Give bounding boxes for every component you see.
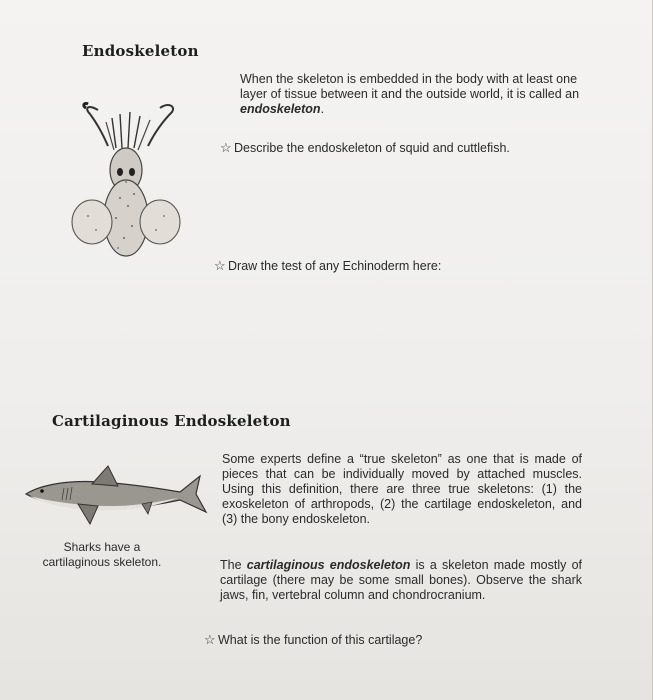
prompt-squid	[220, 140, 620, 156]
shark-caption	[22, 540, 182, 570]
shark-illustration	[22, 462, 212, 530]
star-outline-icon: ☆	[220, 140, 232, 155]
caption-line-1: Sharks have a	[63, 540, 141, 554]
endoskeleton-intro	[240, 72, 585, 117]
endoskeleton-heading: Endoskeleton	[82, 42, 199, 60]
intro-text: When the skeleton is embedded in the body with at least one layer of tissue between it and the outside world, it is called an	[240, 72, 580, 101]
para2-start: The	[220, 558, 247, 572]
intro-term: endoskeleton	[240, 102, 321, 116]
para2-rest: is a skeleton made mostly of cartilage (there may be some small bones). Observe the shark jaws, fin, vertebral column and chondrocranium.	[220, 558, 583, 602]
star-outline-icon: ☆	[214, 258, 226, 273]
prompt-squid-text: Describe the endoskeleton of squid and cuttlefish.	[234, 141, 510, 155]
intro-end: .	[320, 102, 325, 116]
cartilaginous-paragraph	[220, 558, 582, 603]
cartilaginous-heading: Cartilaginous Endoskeleton	[52, 412, 291, 430]
star-outline-icon: ☆	[204, 632, 216, 647]
true-skeleton-paragraph: Some experts define a “true skeleton” as one that is made of pieces that can be individually moved by attached muscles. Using this definition, there are three true skeletons: (1) the exoskeleton of arthropods, (2) the cartilage endoskeleton, and (3) the bony endoskeleton.	[222, 452, 582, 526]
cuttlefish-illustration	[68, 98, 186, 263]
prompt-echinoderm-text: Draw the test of any Echinoderm here:	[228, 259, 442, 273]
prompt-echinoderm	[214, 258, 614, 274]
para2-term: cartilaginous endoskeleton	[246, 558, 411, 572]
prompt-cartilage-function	[204, 632, 604, 648]
prompt-cartilage-text: What is the function of this cartilage?	[218, 633, 423, 647]
caption-line-2: cartilaginous skeleton.	[42, 555, 162, 569]
